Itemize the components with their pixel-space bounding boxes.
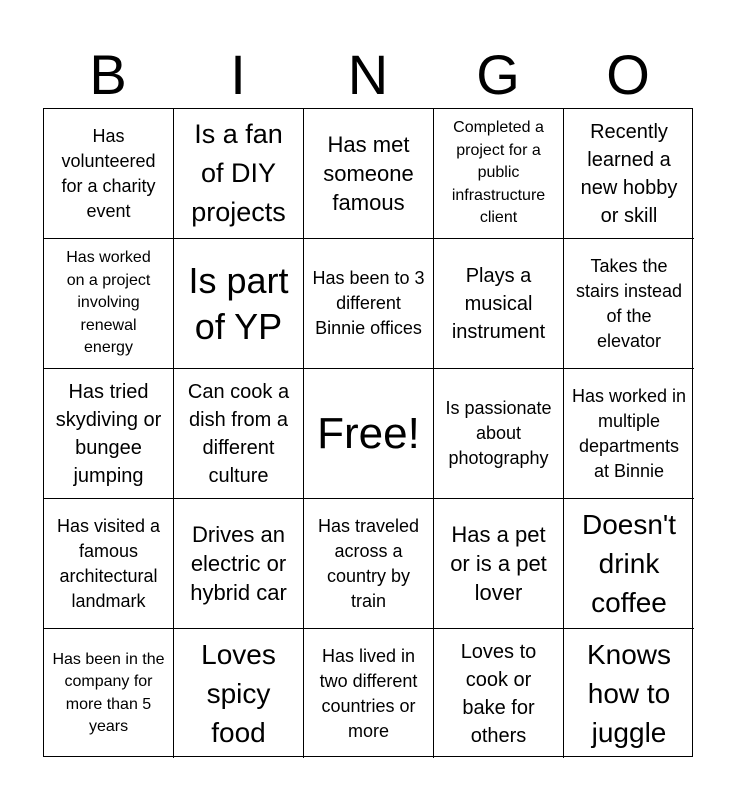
bingo-cell-5[interactable] bbox=[564, 109, 694, 239]
bingo-cell-16[interactable] bbox=[44, 499, 174, 629]
bingo-cell-text: Free! bbox=[317, 408, 420, 458]
bingo-cell-4[interactable] bbox=[434, 109, 564, 239]
bingo-cell-text: Completed a project for a public infrastructure client bbox=[451, 119, 546, 227]
bingo-cell-text: Has visited a famous architectural landmark bbox=[56, 515, 161, 611]
bingo-cell-text: Is part of YP bbox=[188, 259, 289, 347]
bingo-cell-7[interactable] bbox=[174, 239, 304, 369]
bingo-cell-text: Loves to cook or bake for others bbox=[460, 640, 537, 747]
header-letter-i: I bbox=[230, 43, 246, 106]
bingo-cell-text: Has met someone famous bbox=[323, 132, 414, 215]
bingo-header bbox=[43, 42, 693, 108]
bingo-cell-text: Is a fan of DIY projects bbox=[191, 119, 286, 227]
bingo-cell-18[interactable] bbox=[304, 499, 434, 629]
bingo-cell-8[interactable] bbox=[304, 239, 434, 369]
bingo-cell-2[interactable] bbox=[174, 109, 304, 239]
bingo-cell-text: Has traveled across a country by train bbox=[317, 515, 420, 611]
bingo-cell-11[interactable] bbox=[44, 369, 174, 499]
bingo-cell-12[interactable] bbox=[174, 369, 304, 499]
bingo-cell-text: Recently learned a new hobby or skill bbox=[580, 120, 678, 227]
bingo-cell-text: Has been in the company for more than 5 years bbox=[52, 650, 165, 735]
bingo-cell-21[interactable] bbox=[44, 629, 174, 758]
header-letter-o: O bbox=[606, 43, 650, 106]
bingo-cell-24[interactable] bbox=[434, 629, 564, 758]
header-letter-n: N bbox=[347, 43, 389, 106]
bingo-cell-17[interactable] bbox=[174, 499, 304, 629]
bingo-cell-20[interactable] bbox=[564, 499, 694, 629]
bingo-cell-9[interactable] bbox=[434, 239, 564, 369]
bingo-cell-text: Doesn't drink coffee bbox=[581, 509, 677, 618]
bingo-cell-text: Is passionate about photography bbox=[445, 398, 552, 468]
bingo-cell-text: Has lived in two different countries or more bbox=[319, 645, 418, 741]
bingo-cell-text: Loves spicy food bbox=[201, 639, 276, 748]
header-letter-b: B bbox=[89, 43, 127, 106]
bingo-cell-text: Has a pet or is a pet lover bbox=[450, 522, 547, 605]
bingo-cell-text: Can cook a dish from a different culture bbox=[187, 380, 290, 487]
bingo-cell-1[interactable] bbox=[44, 109, 174, 239]
bingo-cell-text: Has been to 3 different Binnie offices bbox=[312, 268, 425, 338]
bingo-cell-text: Has volunteered for a charity event bbox=[61, 125, 156, 221]
bingo-cell-text: Has tried skydiving or bungee jumping bbox=[55, 380, 162, 487]
bingo-cell-14[interactable] bbox=[434, 369, 564, 499]
bingo-cell-10[interactable] bbox=[564, 239, 694, 369]
bingo-cell-text: Has worked on a project involving renewal energy bbox=[66, 249, 151, 357]
bingo-grid bbox=[43, 108, 693, 757]
bingo-cell-text: Knows how to juggle bbox=[586, 639, 672, 748]
bingo-cell-text: Takes the stairs instead of the elevator bbox=[575, 255, 683, 351]
bingo-cell-text: Drives an electric or hybrid car bbox=[190, 522, 287, 605]
bingo-cell-19[interactable] bbox=[434, 499, 564, 629]
bingo-cell-text: Plays a musical instrument bbox=[451, 264, 546, 343]
bingo-cell-15[interactable] bbox=[564, 369, 694, 499]
bingo-cell-free[interactable] bbox=[304, 369, 434, 499]
bingo-cell-text: Has worked in multiple departments at Binnie bbox=[571, 385, 687, 481]
bingo-cell-22[interactable] bbox=[174, 629, 304, 758]
bingo-cell-23[interactable] bbox=[304, 629, 434, 758]
header-letter-g: G bbox=[476, 43, 520, 106]
bingo-cell-3[interactable] bbox=[304, 109, 434, 239]
bingo-cell-25[interactable] bbox=[564, 629, 694, 758]
bingo-cell-6[interactable] bbox=[44, 239, 174, 369]
